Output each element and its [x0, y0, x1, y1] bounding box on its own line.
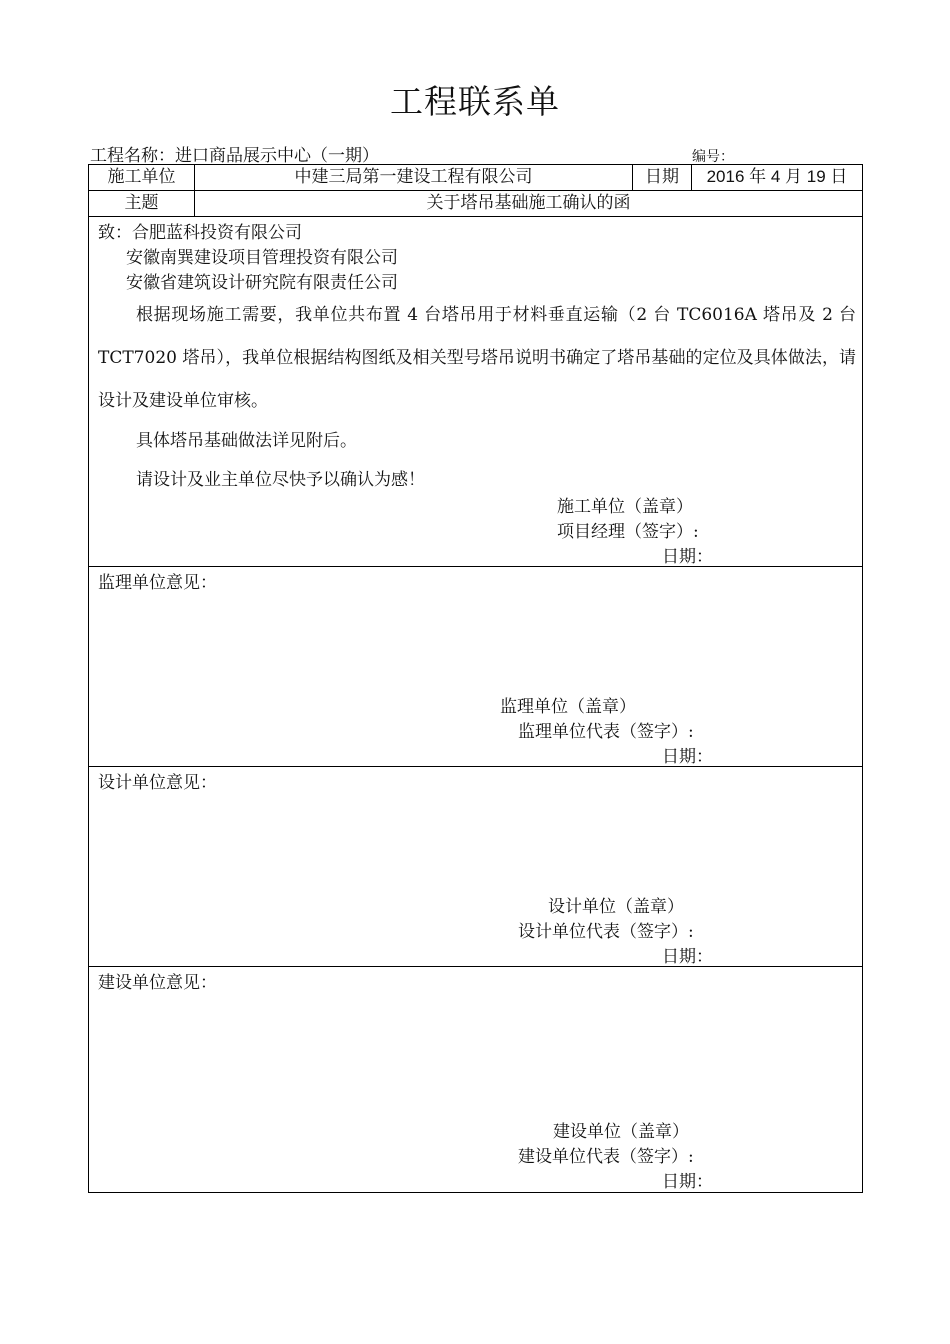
rule-section-owner [88, 966, 863, 967]
project-name [90, 141, 379, 166]
date-value: 2016 年 4 月 19 日 [706, 167, 848, 186]
project-name-label: 工程名称： [90, 146, 175, 166]
date-label: 日期 [645, 167, 679, 187]
addressee-line-1: 致：合肥蓝科投资有限公司 [98, 223, 302, 243]
rule-header-2 [88, 216, 863, 217]
number-label: 编号： [692, 149, 734, 165]
contractor-seal: 施工单位（盖章） [557, 497, 693, 517]
letter-para-3: 请设计及业主单位尽快予以确认为感！ [136, 470, 425, 490]
contractor-value: 中建三局第一建设工程有限公司 [294, 167, 533, 187]
supervision-seal: 监理单位（盖章） [500, 697, 636, 717]
rule-section-supervision [88, 566, 863, 567]
subject-label: 主题 [124, 193, 159, 213]
design-rep-sign: 设计单位代表（签字）: [518, 922, 694, 942]
owner-rep-sign: 建设单位代表（签字）: [518, 1147, 694, 1167]
supervision-heading: 监理单位意见： [98, 573, 217, 593]
owner-seal: 建设单位（盖章） [553, 1122, 689, 1142]
letter-para-2: 具体塔吊基础做法详见附后。 [136, 431, 357, 451]
design-seal: 设计单位（盖章） [548, 897, 684, 917]
contractor-label: 施工单位 [107, 167, 176, 187]
letter-body: 根据现场施工需要，我单位共布置 4 台塔吊用于材料垂直运输（2 台 TC6016A 塔吊及 2 台 TCT7020 塔吊），我单位根据结构图纸及相关型号塔吊说明书确定了塔吊基础的定位及具体做法，请设计及建设单位审核。 [98, 305, 856, 411]
supervision-rep-sign: 监理单位代表（签字）: [518, 722, 694, 742]
owner-date: 日期： [662, 1172, 713, 1192]
supervision-date: 日期： [662, 747, 713, 767]
design-date: 日期： [662, 947, 713, 967]
project-name-value: 进口商品展示中心（一期） [175, 146, 379, 166]
form-title: 工程联系单 [390, 82, 560, 121]
addressee-line-2: 安徽南巽建设项目管理投资有限公司 [126, 248, 398, 268]
owner-heading: 建设单位意见： [98, 973, 217, 993]
subject-value: 关于塔吊基础施工确认的函 [426, 193, 631, 213]
rule-section-design [88, 766, 863, 767]
letter-date: 日期： [662, 547, 713, 567]
design-heading: 设计单位意见： [98, 773, 217, 793]
project-manager-sign: 项目经理（签字）: [557, 522, 699, 542]
addressee-line-3: 安徽省建筑设计研究院有限责任公司 [126, 273, 398, 293]
